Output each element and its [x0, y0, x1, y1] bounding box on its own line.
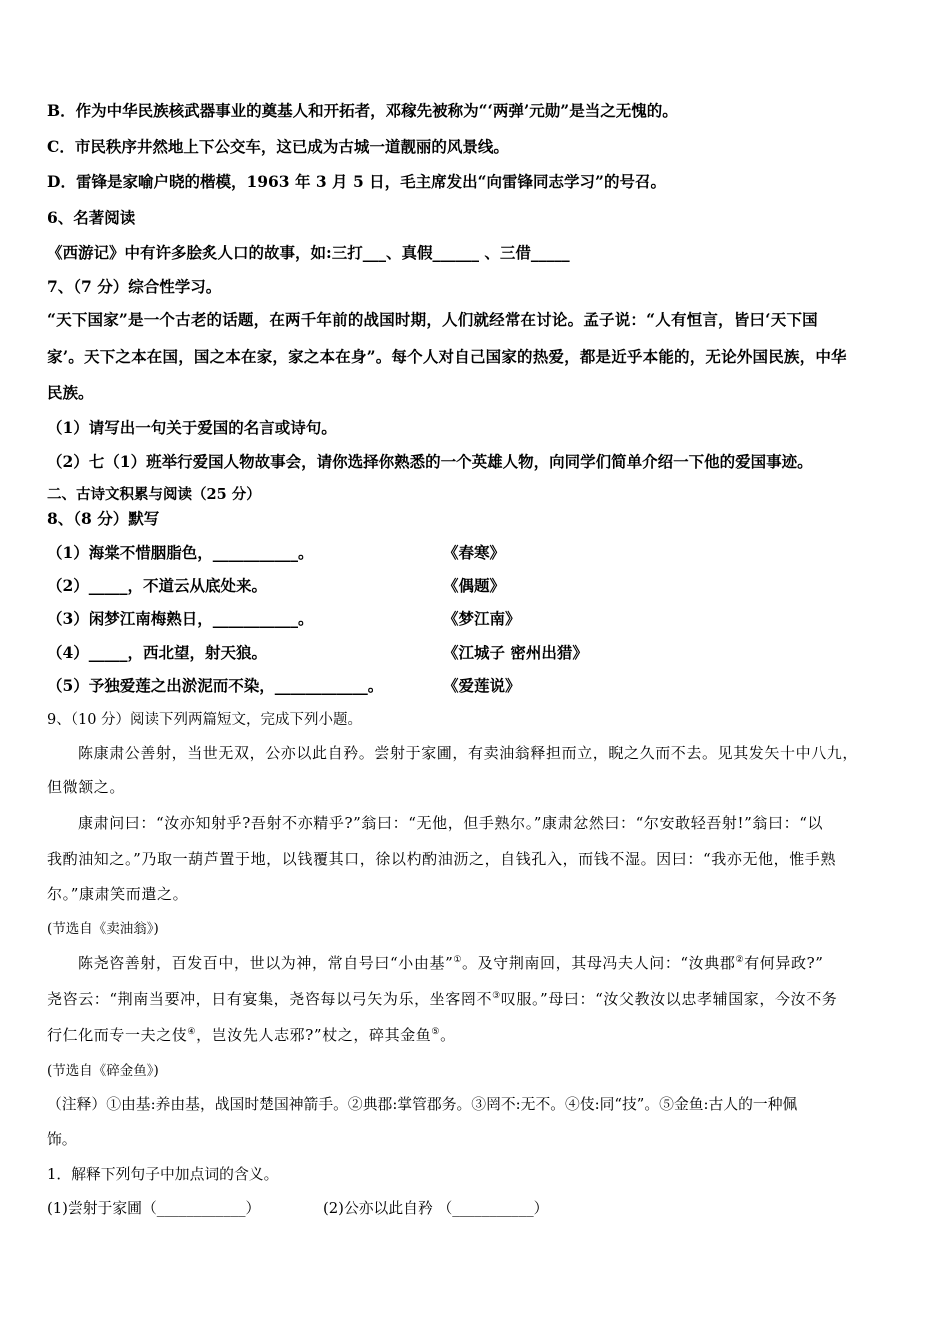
q8-source: 《偶题》	[443, 576, 506, 595]
q8-source: 《春寒》	[443, 543, 506, 562]
passage2-text: 。及守荆南回，其母冯夫人问：“汝典郡	[462, 954, 736, 972]
q8-fill-line: （1）海棠不惜胭脂色，___________。	[47, 543, 314, 562]
section-heading: 二、古诗文积累与阅读（25 分）	[47, 486, 261, 503]
q6-title: 6、名著阅读	[47, 208, 136, 227]
passage2-line	[78, 953, 823, 973]
blank-item-2: (2)公亦以此自矜 （___________）	[323, 1200, 549, 1217]
q7-paragraph-line: 民族。	[47, 383, 94, 402]
passage2-line	[47, 1025, 456, 1045]
footnote-mark: ①	[453, 955, 463, 965]
passage2-text: 陈尧咨善射，百发百中，世以为神，常自号曰“小由基”	[78, 954, 454, 972]
option-b: B．作为中华民族核武器事业的奠基人和开拓者，邓稼先被称为“‘两弹’元勋”是当之无愧的。	[47, 101, 678, 120]
passage1-source: (节选自《卖油翁》)	[47, 921, 159, 937]
passage2-line	[47, 989, 837, 1009]
q8-fill-line: （5）予独爱莲之出淤泥而不染，____________。	[47, 676, 384, 695]
q7-sub-question-1: （1）请写出一句关于爱国的名言或诗句。	[47, 418, 337, 437]
q7-paragraph-line: 家’。天下之本在国，国之本在家，家之本在身”。每个人对自己国家的热爱，都是近乎本能的，无论外国民族，中华	[47, 347, 847, 366]
blank-item-1: (1)尝射于家圃（____________）	[47, 1200, 261, 1217]
passage1-line: 陈康肃公善射，当世无双，公亦以此自矜。尝射于家圃，有卖油翁释担而立，睨之久而不去。见其发矢十中八九，	[78, 744, 859, 762]
q8-source: 《爱莲说》	[443, 676, 521, 695]
q7-title: 7、（7 分）综合性学习。	[47, 277, 222, 296]
q8-fill-line: （2）_____，不道云从底处来。	[47, 576, 268, 595]
passage2-text: 叹服。”母曰：“汝父教汝以忠孝辅国家，今汝不务	[500, 990, 838, 1008]
passage2-text: 尧咨云：“荆南当要冲，日有宴集，尧咨每以弓矢为乐，坐客罔不	[47, 990, 493, 1008]
option-d: D．雷锋是家喻户晓的楷模，1963 年 3 月 5 日，毛主席发出“向雷锋同志学习”的号召。	[47, 172, 666, 191]
q8-title: 8、（8 分）默写	[47, 509, 160, 528]
passage1-line: 尔。”康肃笑而遣之。	[47, 885, 189, 903]
annotation-line: 饰。	[47, 1131, 77, 1148]
q8-fill-line: （4）_____，西北望，射天狼。	[47, 643, 268, 662]
passage2-source: (节选自《碎金鱼》)	[47, 1063, 159, 1079]
annotation-line: （注释）①由基:养由基，战国时楚国神箭手。②典郡:掌管郡务。③罔不:无不。④伎:同“技”。⑤金鱼:古人的一种佩	[47, 1096, 798, 1113]
footnote-mark: ②	[735, 955, 745, 965]
q9-sub-question-1: 1．解释下列句子中加点词的含义。	[47, 1166, 279, 1183]
passage1-line: 但微颔之。	[47, 778, 126, 796]
q8-fill-line: （3）闲梦江南梅熟日，___________。	[47, 609, 314, 628]
passage2-text: 。	[440, 1026, 456, 1044]
passage2-text: 有何异政?”	[744, 954, 824, 972]
passage1-line: 康肃问曰：“汝亦知射乎?吾射不亦精乎?”翁曰：“无他，但手熟尔。”康肃忿然曰：“尔安敢轻吾射!”翁曰：“以	[78, 814, 824, 832]
option-c: C．市民秩序井然地上下公交车，这已成为古城一道靓丽的风景线。	[47, 137, 509, 156]
passage2-text: ，岂汝先人志邪?”杖之，碎其金鱼	[196, 1026, 432, 1044]
q6-text: 《西游记》中有许多脍炙人口的故事，如:三打___、真假______ 、三借_____	[47, 243, 570, 262]
q8-source: 《梦江南》	[443, 609, 521, 628]
footnote-mark: ③	[492, 991, 501, 1001]
footnote-mark: ⑤	[431, 1027, 441, 1037]
passage1-line: 我酌油知之。”乃取一葫芦置于地，以钱覆其口，徐以杓酌油沥之，自钱孔入，而钱不湿。因曰：“我亦无他，惟手熟	[47, 850, 837, 868]
q9-title: 9、（10 分）阅读下列两篇短文，完成下列小题。	[47, 712, 363, 728]
q7-paragraph-line: “天下国家”是一个古老的话题，在两千年前的战国时期，人们就经常在讨论。孟子说：“人有恒言，皆曰‘天下国	[47, 310, 818, 329]
q8-source: 《江城子 密州出猎》	[443, 643, 588, 662]
footnote-mark: ④	[187, 1027, 197, 1037]
q7-sub-question-2: （2）七（1）班举行爱国人物故事会，请你选择你熟悉的一个英雄人物，向同学们简单介绍一下他的爱国事迹。	[47, 452, 813, 471]
passage2-text: 行仁化而专一夫之伎	[47, 1026, 188, 1044]
